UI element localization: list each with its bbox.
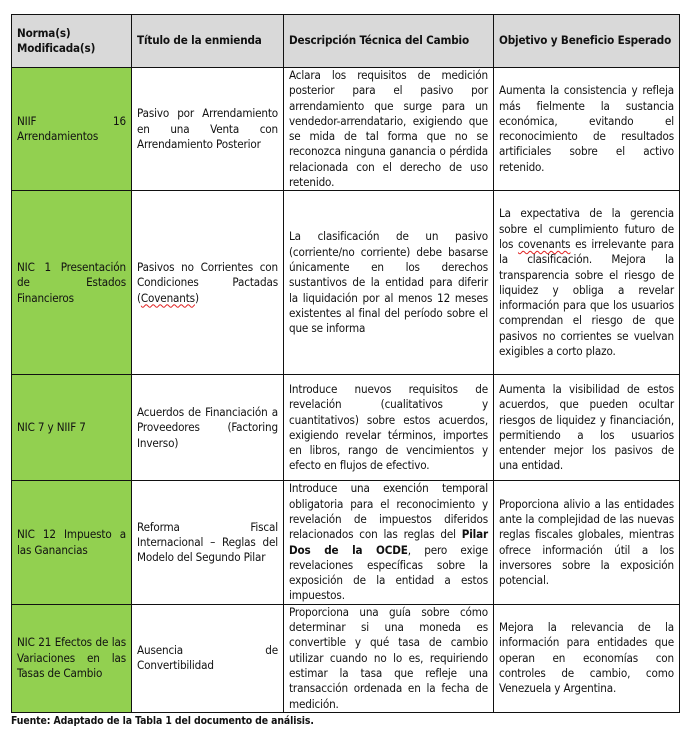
cell-objetivo: Proporciona alivio a las entidades ante la complejidad de las nuevas reglas fiscales globales, mientras ofrece información útil a los inversores sobre la exposición potencial. [494,481,680,604]
cell-descripcion: Aclara los requisitos de medición posterior para el pasivo por arrendamiento que surge para un vendedor-arrendatario, exigiendo que se mida de tal forma que no se reconozca ninguna ganancia o pérdida relacionada con el derecho de uso retenido. [284,68,494,191]
objetivo-text: es irrelevante para la clasificación. Mejora la transparencia sobre el riesgo de liquidez y obliga a revelar información para que los usuarios comprendan el riesgo de que pasivos no corrientes se vuelvan exigibles a corto plazo. [499,236,674,359]
cell-descripcion: La clasificación de un pasivo (corriente/no corriente) debe basarse únicamente en los derechos sustantivos de la entidad para diferir la liquidación por al menos 12 meses existentes al final del período sobre el que se informa [284,191,494,375]
cell-titulo: Pasivo por Arrendamiento en una Venta con Arrendamiento Posterior [132,68,284,191]
table-row [12,604,680,712]
header-norma: Norma(s) Modificada(s) [12,15,132,68]
cell-norma: NIC 12 Impuesto a las Ganancias [12,481,132,604]
table-row [12,68,680,191]
table-row [12,191,680,375]
cell-titulo [132,191,284,375]
cell-descripcion [284,481,494,604]
emphasis-text: Pilar Dos de la OCDE [289,527,488,557]
cell-norma: NIC 21 Efectos de las Variaciones en las Tasas de Cambio [12,604,132,712]
amendments-table [11,14,680,713]
cell-titulo: Reforma Fiscal Internacional – Reglas del Modelo del Segundo Pilar [132,481,284,604]
titulo-text: ) [194,290,199,305]
cell-norma: NIIF 16 Arrendamientos [12,68,132,191]
cell-objetivo: Mejora la relevancia de la información para entidades que operan en economías con controles de cambio, como Venezuela y Argentina. [494,604,680,712]
spellcheck-flagged-word: covenants [517,236,571,251]
header-descripcion: Descripción Técnica del Cambio [284,15,494,68]
objetivo-text: La expectativa de la gerencia sobre el cumplimiento futuro de los [499,206,674,251]
source-caption: Fuente: Adaptado de la Tabla 1 del documento de análisis. [11,715,314,727]
cell-objetivo: Aumenta la visibilidad de estos acuerdos, que pueden ocultar riesgos de liquidez y financiación, permitiendo a los usuarios entender mejor los pasivos de una entidad. [494,375,680,481]
cell-objetivo: Aumenta la consistencia y refleja más fielmente la sustancia económica, evitando el reconocimiento de resultados artificiales sobre el activo retenido. [494,68,680,191]
cell-norma: NIC 1 Presentación de Estados Financieros [12,191,132,375]
header-titulo: Título de la enmienda [132,15,284,68]
header-objetivo: Objetivo y Beneficio Esperado [494,15,680,68]
spellcheck-flagged-word: Covenants [140,290,195,305]
descripcion-text: , pero exige revelaciones específicas sobre la exposición de la entidad a estos impuestos. [289,542,488,603]
cell-titulo: Ausencia de Convertibilidad [132,604,284,712]
descripcion-text: Introduce una exención temporal obligatoria para el reconocimiento y revelación de impuestos diferidos relacionados con las reglas del [289,481,488,542]
titulo-text: Pasivos no Corrientes con Condiciones Pactadas ( [137,259,278,305]
cell-titulo: Acuerdos de Financiación a Proveedores (Factoring Inverso) [132,375,284,481]
table-row [12,375,680,481]
cell-descripcion: Introduce nuevos requisitos de revelación (cualitativos y cuantitativos) sobre estos acuerdos, exigiendo revelar términos, importes en libros, rango de vencimientos y efecto en flujos de efectivo. [284,375,494,481]
table-row [12,481,680,604]
table-header-row [12,15,680,68]
cell-descripcion: Proporciona una guía sobre cómo determinar si una moneda es convertible y qué tasa de cambio utilizar cuando no lo es, requiriendo estimar la tasa que refleje una transacción ordenada en la fecha de medición. [284,604,494,712]
cell-norma: NIC 7 y NIIF 7 [12,375,132,481]
cell-objetivo [494,191,680,375]
